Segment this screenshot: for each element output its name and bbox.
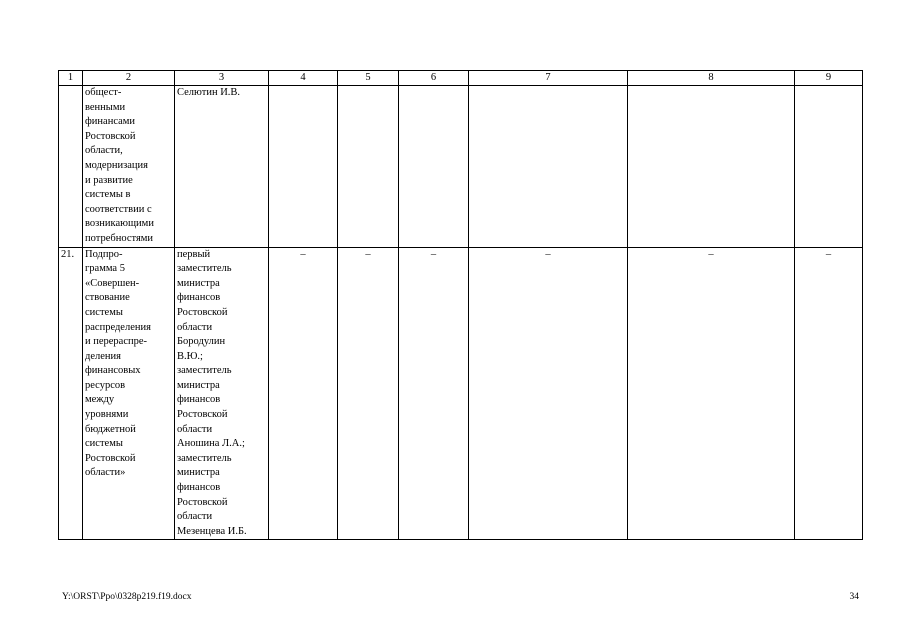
header-col-7: 7: [469, 71, 628, 86]
row2-col6: –: [399, 247, 469, 540]
header-row: [59, 71, 863, 86]
row2-col8: –: [628, 247, 795, 540]
header-col-5: 5: [338, 71, 399, 86]
row1-col6: [399, 86, 469, 248]
row1-responsible: Селютин И.В.: [175, 86, 269, 248]
row2-col7: –: [469, 247, 628, 540]
row1-number: [59, 86, 83, 248]
header-col-9: 9: [795, 71, 863, 86]
header-col-2: 2: [83, 71, 175, 86]
row1-col9: [795, 86, 863, 248]
row1-col4: [269, 86, 338, 248]
page-number: 34: [849, 592, 859, 602]
footer-file-path: Y:\ORST\Ppo\0328p219.f19.docx: [62, 592, 192, 602]
table-header: [59, 71, 863, 86]
row1-col5: [338, 86, 399, 248]
header-col-3: 3: [175, 71, 269, 86]
row2-responsible: первый заместитель министра финансов Ростовской области Бородулин В.Ю.; заместитель министра финансов Ростовской области Аношина Л.А.; заместитель министра финансов Ростовской области Мезенцева И.Б.: [175, 247, 269, 540]
header-col-4: 4: [269, 71, 338, 86]
row1-col8: [628, 86, 795, 248]
row2-col9: –: [795, 247, 863, 540]
row2-name: Подпро- грамма 5 «Совершен- ствование системы распределения и перераспре- деления финансовых ресурсов между уровнями бюджетной системы Ростовской области»: [83, 247, 175, 540]
row2-col4: –: [269, 247, 338, 540]
table-row: [59, 86, 863, 248]
row2-col5: –: [338, 247, 399, 540]
table-row: [59, 247, 863, 540]
row1-col7: [469, 86, 628, 248]
header-col-8: 8: [628, 71, 795, 86]
header-col-6: 6: [399, 71, 469, 86]
program-table: [58, 70, 863, 540]
row2-number: 21.: [59, 247, 83, 540]
header-col-1: 1: [59, 71, 83, 86]
row1-name: общест- венными финансами Ростовской области, модернизация и развитие системы в соответствии с возникающими потребностями: [83, 86, 175, 248]
